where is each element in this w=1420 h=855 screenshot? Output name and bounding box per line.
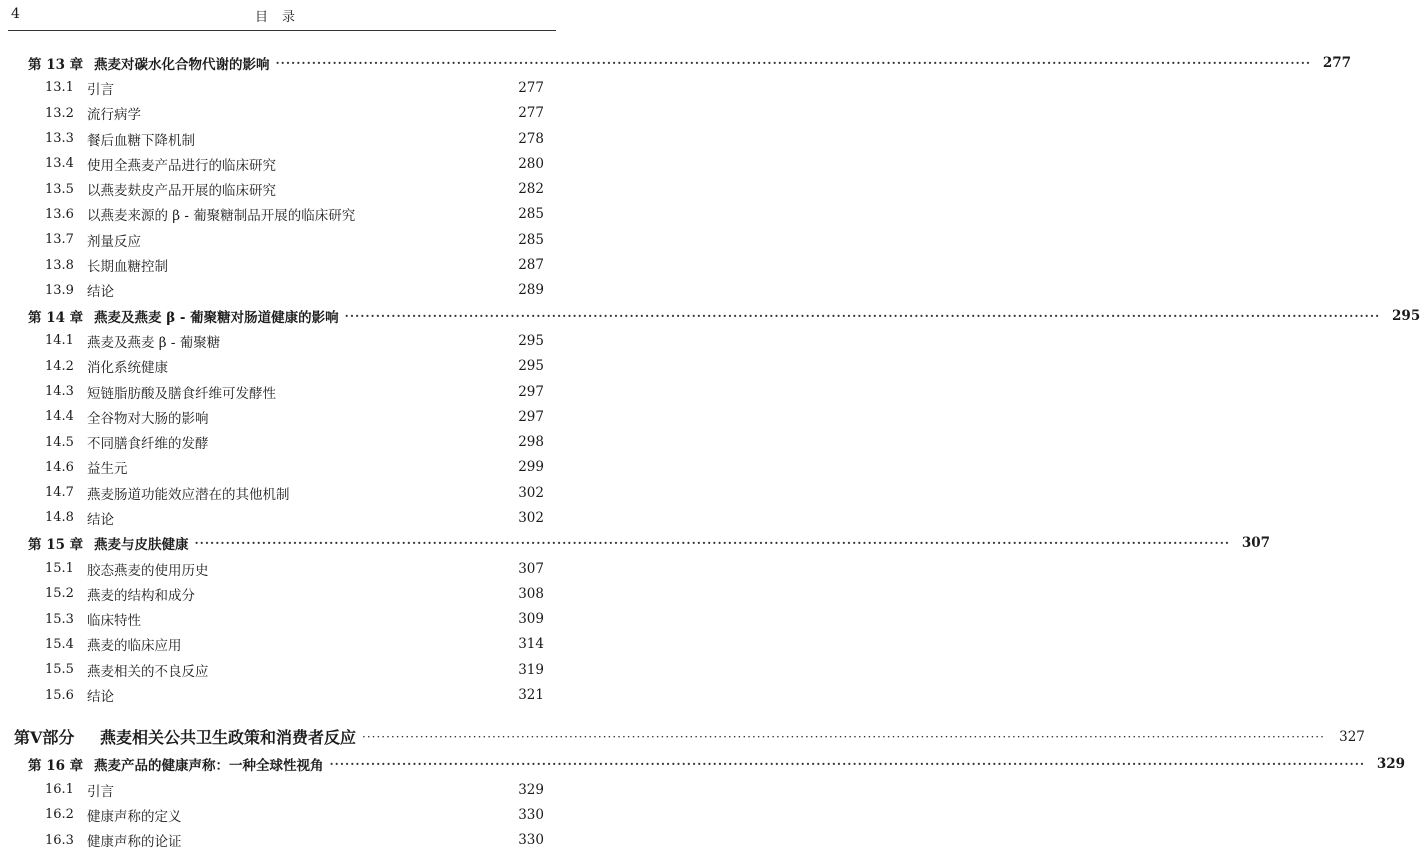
toc-entry-number: 14.3	[45, 384, 74, 399]
toc-entry-page-number: 307	[1241, 535, 1271, 552]
toc-entry-number: 13.6	[45, 206, 74, 222]
toc-entry-page-number: 307	[518, 560, 544, 577]
toc-section-row[interactable]	[0, 126, 564, 151]
toc-section-row[interactable]	[0, 581, 564, 606]
toc-entry-number: 13.5	[45, 181, 74, 197]
toc-section-row[interactable]	[0, 657, 564, 682]
toc-entry-number: 13.2	[45, 105, 74, 121]
toc-entry-page-number: 285	[518, 231, 544, 248]
toc-entry-number: 15.5	[45, 662, 74, 678]
page-number: 4	[11, 6, 20, 22]
toc-section-row[interactable]	[0, 682, 564, 707]
toc-entry-number: 14.4	[45, 409, 74, 425]
toc-entry-title: 临床特性	[87, 613, 141, 630]
toc-entry-title: 以燕麦麸皮产品开展的临床研究	[87, 183, 276, 200]
toc-entry-title: 燕麦产品的健康声称：一种全球性视角	[94, 758, 324, 775]
toc-entry-page-number: 302	[518, 509, 544, 526]
toc-entry-page-number: 330	[518, 806, 544, 823]
toc-section-row[interactable]	[0, 75, 564, 100]
toc-entry-title: 短链脂肪酸及膳食纤维可发酵性	[87, 385, 276, 402]
header-rule	[8, 30, 556, 31]
dot-leader: ········································································································································································································	[344, 308, 1381, 323]
toc-chapter-row[interactable]	[0, 752, 1406, 777]
toc-chapter-row[interactable]	[0, 50, 1352, 75]
toc-entry-page-number: 329	[518, 781, 544, 798]
toc-entry-number: 14.5	[45, 434, 74, 450]
toc-entry-number: 15.2	[45, 586, 74, 602]
toc-entry-number: 14.7	[45, 485, 74, 501]
toc-entry-title: 燕麦相关公共卫生政策和消费者反应	[100, 728, 357, 748]
toc-entry-title: 全谷物对大肠的影响	[87, 410, 209, 427]
toc-entry-number: 第 15 章	[28, 537, 84, 554]
toc-entry-title: 燕麦肠道功能效应潜在的其他机制	[87, 486, 290, 503]
toc-entry-page-number: 287	[518, 257, 544, 274]
toc-entry-page-number: 278	[518, 130, 544, 147]
toc-entry-page-number: 309	[518, 611, 544, 628]
toc-entry-page-number: 289	[518, 282, 544, 299]
toc-entry-title: 燕麦对碳水化合物代谢的影响	[94, 56, 270, 73]
toc-entry-title: 燕麦的临床应用	[87, 638, 182, 655]
page-header	[0, 0, 564, 34]
toc-entry-page-number: 295	[518, 332, 544, 349]
toc-entry-number: 16.3	[45, 832, 74, 848]
toc-entry-title: 燕麦与皮肤健康	[94, 537, 189, 554]
toc-entry-page-number: 299	[518, 459, 544, 476]
toc-entry-title: 健康声称的论证	[87, 834, 182, 851]
toc-section-row[interactable]	[0, 777, 564, 802]
toc-entry-number: 15.1	[45, 561, 74, 577]
toc-section-row[interactable]	[0, 828, 564, 853]
toc-entry-page-number: 327	[1339, 728, 1365, 745]
toc-section-row[interactable]	[0, 252, 564, 277]
toc-entry-page-number: 319	[518, 661, 544, 678]
toc-section-row[interactable]	[0, 480, 564, 505]
toc-entry-number: 13.4	[45, 156, 74, 172]
toc-section-row[interactable]	[0, 802, 564, 827]
toc-entry-number: 13.1	[45, 80, 74, 96]
toc-entry-number: 15.3	[45, 611, 74, 627]
dot-leader: ········································································································································································································	[329, 757, 1366, 772]
dot-leader: ········································································································································································································	[362, 729, 1325, 744]
toc-section-row[interactable]	[0, 227, 564, 252]
toc-section-row[interactable]	[0, 354, 564, 379]
toc-entry-page-number: 297	[518, 383, 544, 400]
toc-entry-number: 14.8	[45, 510, 74, 526]
toc-entry-number: 第Ⅴ部分	[14, 728, 75, 748]
toc-chapter-row[interactable]	[0, 531, 1271, 556]
toc-section-row[interactable]	[0, 328, 564, 353]
toc-entry-number: 13.8	[45, 257, 74, 273]
toc-section-row[interactable]	[0, 556, 564, 581]
toc-entry-title: 结论	[87, 511, 114, 528]
toc-entry-page-number: 285	[518, 206, 544, 223]
toc-entry-number: 14.6	[45, 459, 74, 475]
toc-entry-page-number: 330	[518, 832, 544, 849]
toc-entry-page-number: 314	[518, 636, 544, 653]
toc-entry-number: 13.7	[45, 232, 74, 248]
toc-section-row[interactable]	[0, 176, 564, 201]
toc-entry-number: 16.1	[45, 782, 74, 798]
toc-entry-page-number: 295	[518, 358, 544, 375]
toc-entry-page-number: 277	[518, 105, 544, 122]
toc-entry-page-number: 321	[518, 687, 544, 704]
toc-section-row[interactable]	[0, 278, 564, 303]
dot-leader: ········································································································································································································	[275, 55, 1312, 70]
toc-entry-number: 第 13 章	[28, 56, 84, 73]
toc-entry-page-number: 302	[518, 484, 544, 501]
toc-section-row[interactable]	[0, 404, 564, 429]
toc-entry-title: 结论	[87, 284, 114, 301]
toc-entry-number: 13.9	[45, 282, 74, 298]
toc-entry-page-number: 308	[518, 585, 544, 602]
toc-entry-page-number: 280	[518, 155, 544, 172]
toc-section-row[interactable]	[0, 202, 564, 227]
toc-entry-title: 长期血糖控制	[87, 259, 168, 276]
toc-entry-title: 使用全燕麦产品进行的临床研究	[87, 157, 276, 174]
toc-entry-title: 引言	[87, 81, 114, 98]
toc-entry-page-number: 329	[1376, 756, 1406, 773]
toc-entry-title: 流行病学	[87, 107, 141, 124]
toc-entry-page-number: 277	[518, 79, 544, 96]
toc-entry-title: 不同膳食纤维的发酵	[87, 436, 209, 453]
toc-entry-title: 餐后血糖下降机制	[87, 132, 195, 149]
toc-entry-title: 结论	[87, 689, 114, 706]
toc-section-row[interactable]	[0, 379, 564, 404]
toc-entry-number: 14.2	[45, 358, 74, 374]
toc-part-row[interactable]	[0, 722, 1365, 752]
toc-chapter-row[interactable]	[0, 303, 1420, 328]
toc-entry-title: 燕麦及燕麦 β - 葡聚糖	[87, 334, 221, 351]
toc-entry-title: 引言	[87, 783, 114, 800]
table-of-contents	[0, 50, 1420, 853]
toc-entry-title: 消化系统健康	[87, 360, 168, 377]
toc-entry-number: 15.6	[45, 687, 74, 703]
toc-section-row[interactable]	[0, 455, 564, 480]
toc-section-row[interactable]	[0, 505, 564, 530]
toc-section-row[interactable]	[0, 607, 564, 632]
toc-entry-title: 燕麦及燕麦 β - 葡聚糖对肠道健康的影响	[94, 309, 339, 326]
toc-entry-page-number: 277	[1322, 54, 1352, 71]
toc-section-row[interactable]	[0, 151, 564, 176]
toc-entry-page-number: 282	[518, 181, 544, 198]
toc-entry-page-number: 298	[518, 434, 544, 451]
running-title: 目录	[254, 10, 309, 25]
toc-section-row[interactable]	[0, 101, 564, 126]
toc-entry-page-number: 295	[1392, 307, 1420, 324]
dot-leader: ········································································································································································································	[194, 536, 1231, 551]
toc-section-row[interactable]	[0, 429, 564, 454]
toc-entry-number: 第 14 章	[28, 309, 84, 326]
toc-entry-title: 健康声称的定义	[87, 808, 182, 825]
toc-entry-title: 燕麦的结构和成分	[87, 587, 195, 604]
toc-entry-number: 13.3	[45, 131, 74, 147]
toc-entry-title: 胶态燕麦的使用历史	[87, 562, 209, 579]
toc-entry-title: 燕麦相关的不良反应	[87, 663, 209, 680]
toc-entry-title: 剂量反应	[87, 233, 141, 250]
toc-entry-number: 16.2	[45, 807, 74, 823]
toc-entry-number: 第 16 章	[28, 758, 84, 775]
toc-entry-title: 益生元	[87, 461, 128, 478]
toc-entry-number: 14.1	[45, 333, 74, 349]
toc-section-row[interactable]	[0, 632, 564, 657]
toc-entry-title: 以燕麦来源的 β - 葡聚糖制品开展的临床研究	[87, 208, 356, 225]
toc-entry-number: 15.4	[45, 636, 74, 652]
toc-entry-page-number: 297	[518, 408, 544, 425]
